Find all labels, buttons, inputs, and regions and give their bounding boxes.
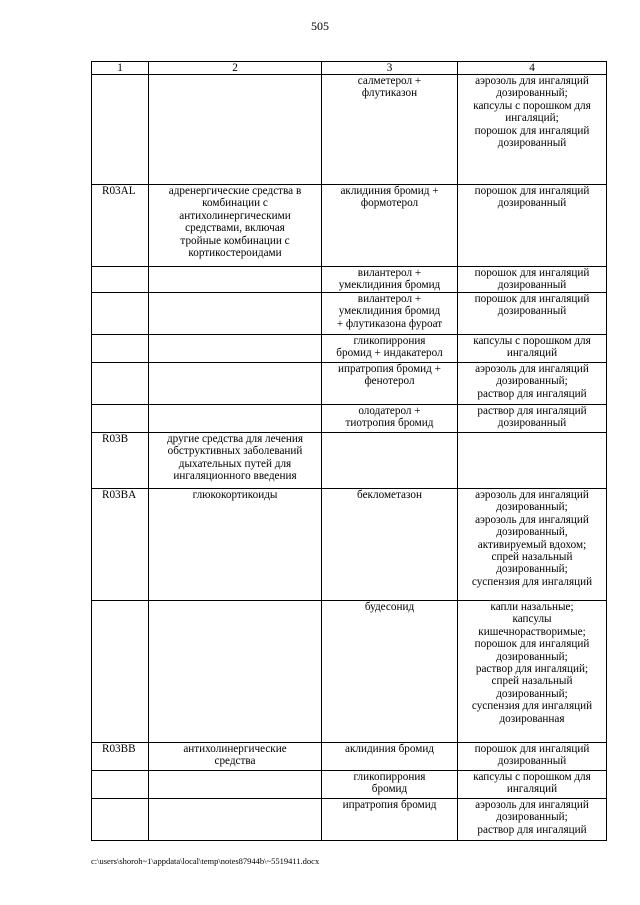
substance-cell — [322, 363, 458, 405]
dosage-form-cell — [458, 771, 607, 799]
cell-line: дозированный — [497, 755, 567, 768]
cell-line: ингаляций — [506, 783, 558, 796]
table-row — [92, 799, 607, 841]
page-number: 505 — [311, 19, 329, 33]
group-name-cell — [149, 771, 322, 799]
group-name-cell — [149, 267, 322, 293]
atc-code-cell — [92, 771, 149, 799]
atc-code-cell — [92, 601, 149, 743]
dosage-form-cell — [458, 293, 607, 335]
cell-line: дыхательных путей для — [178, 457, 292, 470]
group-name-cell — [149, 405, 322, 433]
atc-code-cell: R03BB — [92, 743, 149, 771]
cell-line: ипратропия бромид + — [338, 363, 441, 375]
cell-line: гликопиррония — [353, 335, 426, 347]
cell-line: + флутиказона фуроат — [336, 317, 443, 330]
cell-line: аклидиния бромид — [345, 743, 434, 755]
cell-line: фенотерол — [364, 375, 415, 388]
dosage-form-cell — [458, 335, 607, 363]
cell-line: кишечнорастворимые; — [478, 625, 586, 638]
cell-line: средства — [214, 755, 256, 768]
cell-line: активируемый вдохом; — [477, 538, 587, 551]
table-body — [92, 75, 607, 841]
cell-line: тройные комбинации с — [180, 234, 290, 247]
cell-line: дозированный — [497, 279, 567, 292]
table-row — [92, 363, 607, 405]
cell-line: антихолинергические — [183, 743, 287, 755]
table-row — [92, 489, 607, 601]
table-row — [92, 185, 607, 267]
dosage-form-cell — [458, 75, 607, 185]
cell-line: дозированный; — [496, 375, 568, 388]
atc-code-cell — [92, 405, 149, 433]
substance-cell — [322, 335, 458, 363]
cell-line: кортикостероидами — [188, 247, 282, 260]
table-header-row — [92, 62, 607, 75]
cell-line: ингаляционного введения — [173, 470, 297, 483]
table-row — [92, 293, 607, 335]
cell-line: олодатерол + — [358, 405, 421, 417]
cell-line: дозированный; — [496, 811, 568, 824]
substance-cell — [322, 743, 458, 771]
group-name-cell — [149, 489, 322, 601]
cell-line: капсулы с порошком для — [473, 771, 591, 783]
dosage-form-cell — [458, 405, 607, 433]
table-row — [92, 743, 607, 771]
substance-cell — [322, 293, 458, 335]
cell-line: порошок для ингаляций — [474, 185, 590, 197]
cell-line: аэрозоль для ингаляций — [475, 489, 589, 501]
dosage-form-cell — [458, 267, 607, 293]
atc-code-cell — [92, 267, 149, 293]
atc-code-cell — [92, 335, 149, 363]
table-row — [92, 267, 607, 293]
cell-line: порошок для ингаляций — [474, 124, 590, 137]
cell-line: ингаляций — [506, 347, 558, 360]
cell-line: комбинации с — [202, 197, 268, 210]
atc-code-cell: R03B — [92, 433, 149, 489]
cell-line: бромид + индакатерол — [336, 347, 443, 360]
dosage-form-cell — [458, 363, 607, 405]
table-row — [92, 405, 607, 433]
cell-line: будесонид — [364, 601, 415, 613]
table-row — [92, 601, 607, 743]
cell-line: умеклидиния бромид — [338, 305, 441, 318]
cell-line: порошок для ингаляций — [474, 293, 590, 305]
group-name-cell — [149, 799, 322, 841]
atc-code-cell — [92, 799, 149, 841]
column-header: 4 — [458, 62, 607, 75]
cell-line: ипратропия бромид — [342, 799, 437, 811]
cell-line: капсулы с порошком для — [473, 335, 591, 347]
cell-line: тиотропия бромид — [345, 417, 434, 430]
cell-line: порошок для ингаляций — [474, 638, 590, 651]
cell-line: другие средства для лечения — [166, 433, 304, 445]
cell-line: капли назальные; — [490, 601, 574, 613]
atc-code-cell — [92, 293, 149, 335]
cell-line: дозированный — [497, 305, 567, 318]
cell-line: дозированный — [497, 417, 567, 430]
substance-cell — [322, 75, 458, 185]
cell-line: глюкокортикоиды — [192, 489, 278, 501]
cell-line: антихолинергическими — [179, 209, 291, 222]
cell-line: дозированный; — [496, 87, 568, 100]
cell-line: аэрозоль для ингаляций — [475, 75, 589, 87]
cell-line: раствор для ингаляций — [477, 387, 587, 400]
cell-line: суспензия для ингаляций — [471, 700, 593, 713]
substance-cell — [322, 771, 458, 799]
cell-line: суспензия для ингаляций — [471, 575, 593, 588]
substance-cell — [322, 267, 458, 293]
cell-line: аклидиния бромид + — [340, 185, 439, 197]
cell-line: дозированный — [497, 197, 567, 210]
cell-line: порошок для ингаляций — [474, 743, 590, 755]
cell-line: капсулы с порошком для — [473, 99, 591, 112]
cell-line: обструктивных заболеваний — [167, 445, 303, 458]
cell-line: спрей назальный — [491, 675, 573, 688]
cell-line: раствор для ингаляций — [477, 823, 587, 836]
cell-line: дозированный; — [496, 687, 568, 700]
cell-line: гликопиррония — [353, 771, 426, 783]
dosage-form-cell — [458, 489, 607, 601]
substance-cell — [322, 799, 458, 841]
cell-line: ингаляций; — [505, 112, 559, 125]
table-row — [92, 433, 607, 489]
cell-line: умеклидиния бромид — [338, 279, 441, 292]
cell-line: спрей назальный — [491, 551, 573, 564]
cell-line: раствор для ингаляций — [477, 405, 587, 417]
cell-line: аэрозоль для ингаляций — [475, 363, 589, 375]
group-name-cell — [149, 185, 322, 267]
substance-cell — [322, 433, 458, 489]
cell-line: дозированная — [499, 712, 565, 725]
group-name-cell — [149, 433, 322, 489]
cell-line: формотерол — [360, 197, 419, 210]
substance-cell — [322, 185, 458, 267]
cell-line: бромид — [371, 783, 408, 796]
cell-line: дозированный; — [496, 650, 568, 663]
dosage-form-cell — [458, 743, 607, 771]
group-name-cell — [149, 743, 322, 771]
group-name-cell — [149, 293, 322, 335]
group-name-cell — [149, 335, 322, 363]
group-name-cell — [149, 601, 322, 743]
column-header: 2 — [149, 62, 322, 75]
cell-line: беклометазон — [357, 489, 422, 501]
cell-line: вилантерол + — [357, 267, 422, 279]
cell-line: адренергические средства в — [168, 185, 302, 197]
cell-line: средствами, включая — [185, 222, 285, 235]
atc-code-cell: R03AL — [92, 185, 149, 267]
cell-line: салметерол + — [357, 75, 422, 87]
cell-line: аэрозоль для ингаляций — [475, 799, 589, 811]
substance-cell — [322, 489, 458, 601]
dosage-form-cell — [458, 799, 607, 841]
dosage-form-cell — [458, 601, 607, 743]
table-row — [92, 771, 607, 799]
substance-cell — [322, 601, 458, 743]
cell-line: дозированный — [497, 137, 567, 150]
atc-code-cell: R03BA — [92, 489, 149, 601]
cell-line: порошок для ингаляций — [474, 267, 590, 279]
atc-drug-table — [91, 61, 607, 841]
group-name-cell — [149, 75, 322, 185]
table-row — [92, 75, 607, 185]
substance-cell — [322, 405, 458, 433]
column-header: 3 — [322, 62, 458, 75]
cell-line: раствор для ингаляций; — [475, 663, 589, 676]
cell-line: дозированный; — [496, 501, 568, 514]
dosage-form-cell — [458, 433, 607, 489]
atc-code-cell — [92, 75, 149, 185]
cell-line: аэрозоль для ингаляций — [475, 513, 589, 526]
dosage-form-cell — [458, 185, 607, 267]
cell-line: дозированный; — [496, 563, 568, 576]
cell-line: дозированный, — [496, 526, 568, 539]
column-header: 1 — [92, 62, 149, 75]
group-name-cell — [149, 363, 322, 405]
footer-file-path: c:\users\shoroh~1\appdata\local\temp\notes87944b\~5519411.docx — [91, 856, 320, 866]
table-row — [92, 335, 607, 363]
atc-code-cell — [92, 363, 149, 405]
cell-line: вилантерол + — [357, 293, 422, 305]
cell-line: флутиказон — [361, 87, 418, 100]
cell-line: капсулы — [512, 613, 552, 626]
